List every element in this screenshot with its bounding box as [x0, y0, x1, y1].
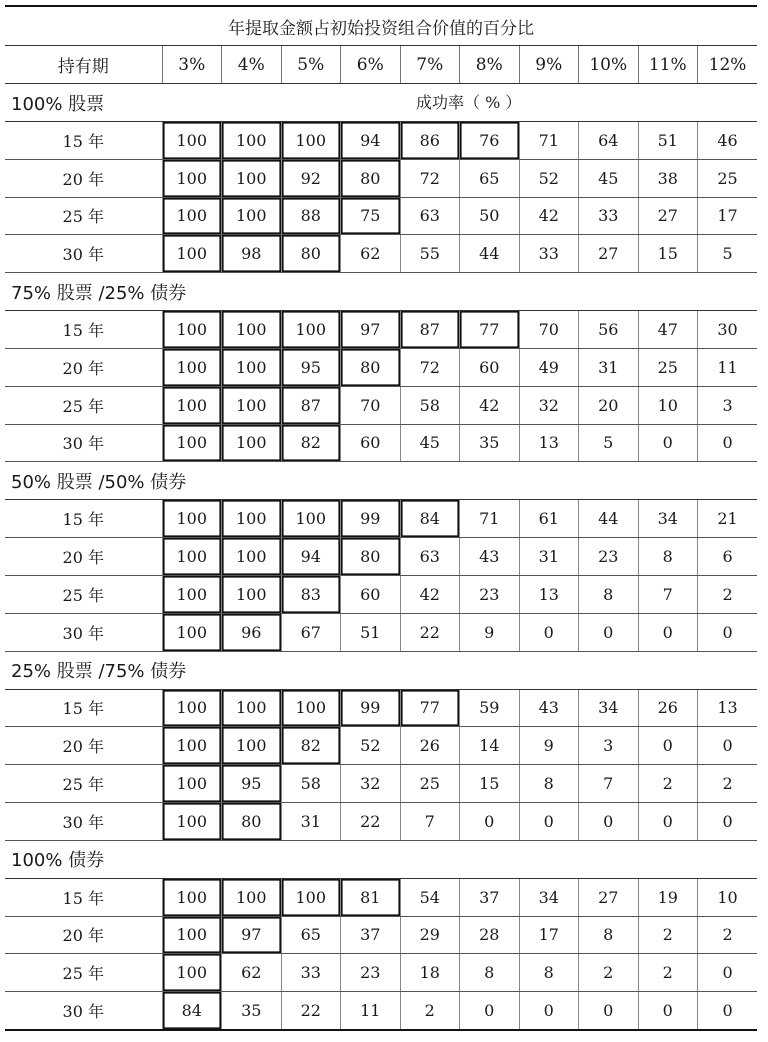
- success-rate-cell-framed: 94: [341, 122, 401, 160]
- success-rate-cell-framed: 100: [162, 348, 222, 386]
- holding-period-cell: 25 年: [5, 197, 162, 235]
- table-row: [5, 424, 757, 462]
- holding-period-cell: 20 年: [5, 727, 162, 765]
- success-rate-cell: 67: [281, 613, 341, 651]
- success-rate-cell: 0: [460, 802, 520, 840]
- success-rate-cell: 0: [698, 802, 758, 840]
- success-rate-cell: 46: [698, 122, 758, 160]
- success-rate-cell: 27: [579, 878, 639, 916]
- success-rate-cell: 8: [579, 575, 639, 613]
- success-rate-cell: 45: [579, 159, 639, 197]
- holding-period-cell: 15 年: [5, 689, 162, 727]
- success-rate-cell: 8: [579, 916, 639, 954]
- success-rate-cell: 72: [400, 348, 460, 386]
- success-rate-cell: 22: [341, 802, 401, 840]
- holding-period-cell: 20 年: [5, 159, 162, 197]
- success-rate-cell: 34: [519, 878, 579, 916]
- holding-period-cell: 15 年: [5, 311, 162, 349]
- success-rate-cell: 0: [698, 954, 758, 992]
- success-rate-cell: 71: [519, 122, 579, 160]
- holding-period-cell: 15 年: [5, 878, 162, 916]
- table-title: 年提取金额占初始投资组合价值的百分比: [5, 6, 757, 46]
- success-rate-cell: 0: [698, 424, 758, 462]
- success-rate-cell-framed: 88: [281, 197, 341, 235]
- success-rate-cell-framed: 100: [281, 500, 341, 538]
- table-row: [5, 689, 757, 727]
- success-rate-cell-framed: 100: [162, 689, 222, 727]
- withdrawal-success-rate-document: [5, 5, 757, 1031]
- success-rate-cell-framed: 81: [341, 878, 401, 916]
- holding-period-cell: 30 年: [5, 992, 162, 1030]
- table-row: [5, 954, 757, 992]
- holding-period-cell: 20 年: [5, 538, 162, 576]
- success-rate-cell: 31: [519, 538, 579, 576]
- success-rate-cell: 22: [400, 613, 460, 651]
- success-rate-cell: 42: [519, 197, 579, 235]
- success-rate-cell: 2: [698, 575, 758, 613]
- success-rate-cell: 33: [519, 235, 579, 273]
- success-rate-cell: 26: [638, 689, 698, 727]
- success-rate-cell: 60: [460, 348, 520, 386]
- success-rate-cell: 27: [579, 235, 639, 273]
- success-rate-cell-framed: 83: [281, 575, 341, 613]
- success-rate-cell-framed: 100: [162, 424, 222, 462]
- success-rate-cell: 25: [638, 348, 698, 386]
- success-rate-cell: 63: [400, 197, 460, 235]
- success-rate-cell: 2: [400, 992, 460, 1030]
- success-rate-cell: 2: [638, 765, 698, 803]
- success-rate-cell-framed: 100: [162, 765, 222, 803]
- success-rate-cell: 25: [698, 159, 758, 197]
- success-rate-cell: 6: [698, 538, 758, 576]
- success-rate-cell-framed: 76: [460, 122, 520, 160]
- success-rate-cell-framed: 100: [162, 802, 222, 840]
- success-rate-cell: 34: [579, 689, 639, 727]
- holding-period-cell: 30 年: [5, 613, 162, 651]
- success-rate-cell-framed: 94: [281, 538, 341, 576]
- success-rate-cell-framed: 100: [222, 386, 282, 424]
- success-rate-cell: 3: [698, 386, 758, 424]
- success-rate-cell-framed: 100: [162, 500, 222, 538]
- success-rate-cell-framed: 80: [341, 348, 401, 386]
- success-rate-cell: 17: [519, 916, 579, 954]
- success-rate-cell: 0: [638, 424, 698, 462]
- rate-header: 3%: [162, 46, 222, 84]
- success-rate-cell-framed: 100: [281, 311, 341, 349]
- success-rate-cell: 23: [579, 538, 639, 576]
- holding-period-cell: 30 年: [5, 235, 162, 273]
- success-rate-cell: 0: [519, 802, 579, 840]
- table-row: [5, 765, 757, 803]
- section-header-cell: [5, 273, 757, 311]
- success-rate-cell: 56: [579, 311, 639, 349]
- success-rate-cell: 19: [638, 878, 698, 916]
- success-rate-cell: 20: [579, 386, 639, 424]
- success-rate-cell: 62: [341, 235, 401, 273]
- success-rate-cell: 0: [638, 613, 698, 651]
- success-rate-cell-framed: 100: [222, 575, 282, 613]
- table-row: [5, 916, 757, 954]
- success-rate-cell: 0: [698, 613, 758, 651]
- success-rate-cell: 58: [281, 765, 341, 803]
- success-rate-cell: 27: [638, 197, 698, 235]
- success-rate-cell: 2: [698, 916, 758, 954]
- success-rate-cell-framed: 100: [222, 424, 282, 462]
- success-rate-cell-framed: 100: [162, 916, 222, 954]
- success-rate-cell: 17: [698, 197, 758, 235]
- section-header-row: [5, 273, 757, 311]
- success-rate-cell: 49: [519, 348, 579, 386]
- success-rate-cell: 0: [638, 727, 698, 765]
- success-rate-cell-framed: 87: [400, 311, 460, 349]
- success-rate-cell: 7: [579, 765, 639, 803]
- success-rate-cell: 61: [519, 500, 579, 538]
- success-rate-cell: 70: [341, 386, 401, 424]
- holding-period-cell: 30 年: [5, 424, 162, 462]
- success-rate-cell: 44: [579, 500, 639, 538]
- success-rate-cell-framed: 97: [341, 311, 401, 349]
- table-row: [5, 992, 757, 1030]
- success-rate-cell: 34: [638, 500, 698, 538]
- table-row: [5, 386, 757, 424]
- success-rate-cell: 51: [638, 122, 698, 160]
- success-rate-cell-framed: 100: [281, 689, 341, 727]
- success-rate-cell: 35: [460, 424, 520, 462]
- success-rate-cell-framed: 96: [222, 613, 282, 651]
- success-rate-cell: 14: [460, 727, 520, 765]
- success-rate-cell-framed: 100: [162, 122, 222, 160]
- success-rate-cell-framed: 100: [162, 197, 222, 235]
- section-header-cell: [5, 651, 757, 689]
- section-header-row: [5, 651, 757, 689]
- rate-header: 10%: [579, 46, 639, 84]
- success-rate-cell: 0: [638, 992, 698, 1030]
- success-rate-cell-framed: 87: [281, 386, 341, 424]
- success-rate-cell: 7: [400, 802, 460, 840]
- rate-header: 11%: [638, 46, 698, 84]
- success-rate-cell: 42: [400, 575, 460, 613]
- success-rate-cell: 22: [281, 992, 341, 1030]
- success-rate-cell: 15: [460, 765, 520, 803]
- table-row: [5, 500, 757, 538]
- success-rate-cell-framed: 100: [162, 311, 222, 349]
- success-rate-cell-framed: 86: [400, 122, 460, 160]
- success-rate-cell: 44: [460, 235, 520, 273]
- success-rate-cell: 5: [579, 424, 639, 462]
- table-row: [5, 197, 757, 235]
- success-rate-cell: 72: [400, 159, 460, 197]
- table-row: [5, 802, 757, 840]
- success-rate-cell: 38: [638, 159, 698, 197]
- success-rate-cell: 0: [579, 992, 639, 1030]
- success-rate-cell-framed: 100: [162, 878, 222, 916]
- success-rate-cell: 33: [281, 954, 341, 992]
- table-row: [5, 613, 757, 651]
- success-rate-cell-framed: 100: [162, 386, 222, 424]
- table-row: [5, 348, 757, 386]
- success-rate-cell-framed: 100: [162, 235, 222, 273]
- success-rate-cell: 31: [579, 348, 639, 386]
- success-rate-cell-framed: 100: [222, 500, 282, 538]
- success-rate-cell-framed: 92: [281, 159, 341, 197]
- table-row: [5, 727, 757, 765]
- success-rate-cell: 8: [638, 538, 698, 576]
- section-header-row: [5, 840, 757, 878]
- success-rate-cell-framed: 95: [222, 765, 282, 803]
- success-rate-cell-framed: 84: [162, 992, 222, 1030]
- success-rate-cell: 2: [579, 954, 639, 992]
- success-rate-cell: 25: [400, 765, 460, 803]
- rate-header: 8%: [460, 46, 520, 84]
- holding-period-cell: 25 年: [5, 575, 162, 613]
- success-rate-cell: 9: [519, 727, 579, 765]
- rate-header: 4%: [222, 46, 282, 84]
- table-row: [5, 878, 757, 916]
- success-rate-cell: 32: [341, 765, 401, 803]
- holding-period-cell: 25 年: [5, 954, 162, 992]
- success-rate-cell: 58: [400, 386, 460, 424]
- section-header-cell: [5, 84, 757, 122]
- success-rate-cell: 23: [460, 575, 520, 613]
- success-rate-cell: 10: [638, 386, 698, 424]
- success-rate-cell-framed: 80: [222, 802, 282, 840]
- success-rate-cell: 10: [698, 878, 758, 916]
- table-row: [5, 122, 757, 160]
- success-rate-cell-framed: 75: [341, 197, 401, 235]
- success-rate-cell-framed: 99: [341, 689, 401, 727]
- success-rate-cell: 0: [698, 727, 758, 765]
- success-rate-cell: 0: [579, 613, 639, 651]
- success-rate-cell: 51: [341, 613, 401, 651]
- success-rate-cell-framed: 100: [162, 613, 222, 651]
- holding-period-cell: 20 年: [5, 348, 162, 386]
- rate-header: 9%: [519, 46, 579, 84]
- success-rate-cell: 37: [460, 878, 520, 916]
- success-rate-cell: 50: [460, 197, 520, 235]
- success-rate-cell-framed: 100: [222, 311, 282, 349]
- success-rate-cell: 5: [698, 235, 758, 273]
- success-rate-cell: 2: [638, 916, 698, 954]
- success-rate-cell: 64: [579, 122, 639, 160]
- success-rate-cell: 47: [638, 311, 698, 349]
- success-rate-cell: 52: [519, 159, 579, 197]
- success-rate-cell-framed: 100: [162, 727, 222, 765]
- success-rate-cell-framed: 84: [400, 500, 460, 538]
- success-rate-cell: 28: [460, 916, 520, 954]
- success-rate-cell: 60: [341, 424, 401, 462]
- success-rate-cell-framed: 100: [222, 348, 282, 386]
- success-rate-cell: 26: [400, 727, 460, 765]
- table-row: [5, 575, 757, 613]
- success-rate-cell-framed: 100: [162, 954, 222, 992]
- holding-period-cell: 20 年: [5, 916, 162, 954]
- success-rate-cell-framed: 80: [341, 159, 401, 197]
- success-rate-cell-framed: 99: [341, 500, 401, 538]
- success-rate-cell: 32: [519, 386, 579, 424]
- success-rate-cell: 37: [341, 916, 401, 954]
- success-rate-cell: 59: [460, 689, 520, 727]
- success-rate-cell: 13: [519, 424, 579, 462]
- success-rate-cell-framed: 80: [281, 235, 341, 273]
- success-rate-cell: 60: [341, 575, 401, 613]
- success-rate-cell-framed: 97: [222, 916, 282, 954]
- success-rate-cell: 70: [519, 311, 579, 349]
- section-name: 50% 股票 /50% 债券: [11, 471, 187, 493]
- success-rate-cell: 42: [460, 386, 520, 424]
- holding-period-cell: 25 年: [5, 765, 162, 803]
- success-rate-cell-framed: 98: [222, 235, 282, 273]
- success-rate-cell: 2: [698, 765, 758, 803]
- success-rate-cell-framed: 100: [162, 575, 222, 613]
- success-rate-cell: 30: [698, 311, 758, 349]
- success-rate-cell-framed: 80: [341, 538, 401, 576]
- section-name: 75% 股票 /25% 债券: [11, 282, 187, 304]
- success-rate-cell-framed: 100: [162, 538, 222, 576]
- success-rate-cell: 62: [222, 954, 282, 992]
- success-rate-cell-framed: 77: [460, 311, 520, 349]
- holding-period-header: 持有期: [5, 46, 162, 84]
- success-rate-cell: 55: [400, 235, 460, 273]
- success-rate-cell-framed: 95: [281, 348, 341, 386]
- success-rate-cell: 0: [698, 992, 758, 1030]
- success-rate-table: [5, 5, 757, 1031]
- success-rate-cell: 29: [400, 916, 460, 954]
- holding-period-cell: 15 年: [5, 122, 162, 160]
- success-rate-cell: 43: [460, 538, 520, 576]
- success-rate-cell-framed: 100: [222, 197, 282, 235]
- success-rate-cell-framed: 100: [281, 878, 341, 916]
- rate-header: 7%: [400, 46, 460, 84]
- success-rate-cell: 11: [698, 348, 758, 386]
- success-rate-cell: 35: [222, 992, 282, 1030]
- success-rate-cell: 43: [519, 689, 579, 727]
- rate-header: 12%: [698, 46, 758, 84]
- success-rate-cell: 21: [698, 500, 758, 538]
- section-name: 100% 债券: [11, 850, 105, 872]
- section-header-cell: [5, 840, 757, 878]
- success-rate-cell: 3: [579, 727, 639, 765]
- success-rate-cell: 65: [281, 916, 341, 954]
- table-row: [5, 538, 757, 576]
- success-rate-cell-framed: 82: [281, 424, 341, 462]
- success-rate-cell: 11: [341, 992, 401, 1030]
- success-rate-cell: 15: [638, 235, 698, 273]
- header-row: [5, 46, 757, 84]
- success-rate-cell: 33: [579, 197, 639, 235]
- success-rate-cell-framed: 100: [222, 538, 282, 576]
- success-rate-cell: 9: [460, 613, 520, 651]
- success-rate-cell-framed: 100: [222, 122, 282, 160]
- holding-period-cell: 30 年: [5, 802, 162, 840]
- holding-period-cell: 15 年: [5, 500, 162, 538]
- success-rate-cell: 13: [519, 575, 579, 613]
- success-rate-cell: 31: [281, 802, 341, 840]
- success-rate-cell: 2: [638, 954, 698, 992]
- success-rate-cell: 52: [341, 727, 401, 765]
- success-rate-cell-framed: 100: [222, 878, 282, 916]
- success-rate-cell: 71: [460, 500, 520, 538]
- success-rate-cell: 18: [400, 954, 460, 992]
- success-rate-cell: 13: [698, 689, 758, 727]
- success-rate-cell-framed: 100: [281, 122, 341, 160]
- title-row: [5, 6, 757, 46]
- table-body: [5, 84, 757, 1030]
- rate-header: 5%: [281, 46, 341, 84]
- success-rate-cell: 0: [460, 992, 520, 1030]
- success-rate-cell: 65: [460, 159, 520, 197]
- success-rate-cell: 23: [341, 954, 401, 992]
- success-rate-cell: 45: [400, 424, 460, 462]
- success-rate-cell: 0: [579, 802, 639, 840]
- success-rate-cell: 8: [519, 765, 579, 803]
- success-rate-cell: 0: [519, 613, 579, 651]
- section-name: 25% 股票 /75% 债券: [11, 661, 187, 683]
- table-row: [5, 159, 757, 197]
- success-rate-cell-framed: 100: [222, 159, 282, 197]
- success-rate-cell-framed: 100: [162, 159, 222, 197]
- success-rate-cell-framed: 77: [400, 689, 460, 727]
- success-rate-cell: 0: [519, 992, 579, 1030]
- rate-header: 6%: [341, 46, 401, 84]
- success-rate-cell-framed: 100: [222, 689, 282, 727]
- success-rate-cell: 54: [400, 878, 460, 916]
- table-row: [5, 311, 757, 349]
- success-rate-cell: 7: [638, 575, 698, 613]
- success-rate-cell: 0: [638, 802, 698, 840]
- holding-period-cell: 25 年: [5, 386, 162, 424]
- success-rate-cell-framed: 82: [281, 727, 341, 765]
- success-rate-cell: 8: [519, 954, 579, 992]
- unit-label: 成功率（ % ）: [416, 93, 522, 112]
- success-rate-cell: 63: [400, 538, 460, 576]
- table-row: [5, 235, 757, 273]
- section-name: 100% 股票: [11, 93, 105, 115]
- section-header-row: [5, 462, 757, 500]
- success-rate-cell: 8: [460, 954, 520, 992]
- section-header-cell: [5, 462, 757, 500]
- success-rate-cell-framed: 100: [222, 727, 282, 765]
- section-header-row: [5, 84, 757, 122]
